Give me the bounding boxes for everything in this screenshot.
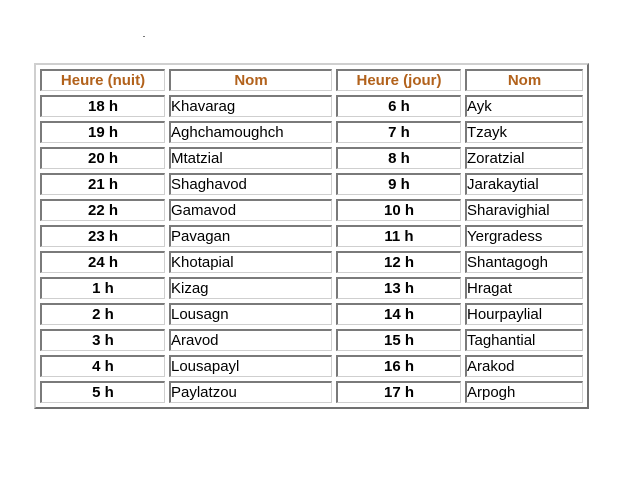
night-name-cell: Khotapial [169,251,332,273]
day-hour-cell: 11 h [336,225,461,247]
day-hour-cell: 17 h [336,381,461,403]
table-row [40,225,583,247]
night-hour-cell: 22 h [40,199,165,221]
night-name-cell: Khavarag [169,95,332,117]
night-hour-cell: 2 h [40,303,165,325]
table-row [40,95,583,117]
night-name-cell: Mtatzial [169,147,332,169]
night-hour-cell: 19 h [40,121,165,143]
day-name-cell: Hragat [465,277,583,299]
night-name-cell: Kizag [169,277,332,299]
day-name-cell: Yergradess [465,225,583,247]
day-name-cell: Jarakaytial [465,173,583,195]
night-hour-cell: 24 h [40,251,165,273]
table-row [40,277,583,299]
day-hour-cell: 7 h [336,121,461,143]
day-hour-cell: 13 h [336,277,461,299]
night-hour-cell: 21 h [40,173,165,195]
table-row [40,355,583,377]
day-name-cell: Arpogh [465,381,583,403]
night-hour-cell: 18 h [40,95,165,117]
day-hour-cell: 6 h [336,95,461,117]
day-hour-cell: 8 h [336,147,461,169]
day-hour-cell: 10 h [336,199,461,221]
header-night-hour: Heure (nuit) [40,69,165,91]
day-hour-cell: 15 h [336,329,461,351]
day-name-cell: Tzayk [465,121,583,143]
day-name-cell: Shantagogh [465,251,583,273]
day-hour-cell: 12 h [336,251,461,273]
table-row [40,329,583,351]
header-row [40,69,583,91]
header-day-name: Nom [465,69,583,91]
table-row [40,147,583,169]
hours-table [34,63,589,409]
table-row [40,173,583,195]
night-hour-cell: 3 h [40,329,165,351]
night-name-cell: Lousagn [169,303,332,325]
day-name-cell: Zoratzial [465,147,583,169]
night-hour-cell: 20 h [40,147,165,169]
table-row [40,121,583,143]
header-night-name: Nom [169,69,332,91]
night-hour-cell: 1 h [40,277,165,299]
table-row [40,381,583,403]
table-body [40,95,583,403]
night-name-cell: Shaghavod [169,173,332,195]
day-name-cell: Arakod [465,355,583,377]
night-hour-cell: 5 h [40,381,165,403]
day-name-cell: Taghantial [465,329,583,351]
night-hour-cell: 23 h [40,225,165,247]
day-hour-cell: 16 h [336,355,461,377]
table-row [40,251,583,273]
day-name-cell: Hourpaylial [465,303,583,325]
stray-dot [143,36,145,37]
table-row [40,303,583,325]
day-hour-cell: 14 h [336,303,461,325]
night-name-cell: Gamavod [169,199,332,221]
night-name-cell: Pavagan [169,225,332,247]
day-hour-cell: 9 h [336,173,461,195]
night-name-cell: Lousapayl [169,355,332,377]
night-hour-cell: 4 h [40,355,165,377]
night-name-cell: Paylatzou [169,381,332,403]
header-day-hour: Heure (jour) [336,69,461,91]
night-name-cell: Aghchamoughch [169,121,332,143]
night-name-cell: Aravod [169,329,332,351]
table-row [40,199,583,221]
day-name-cell: Sharavighial [465,199,583,221]
day-name-cell: Ayk [465,95,583,117]
